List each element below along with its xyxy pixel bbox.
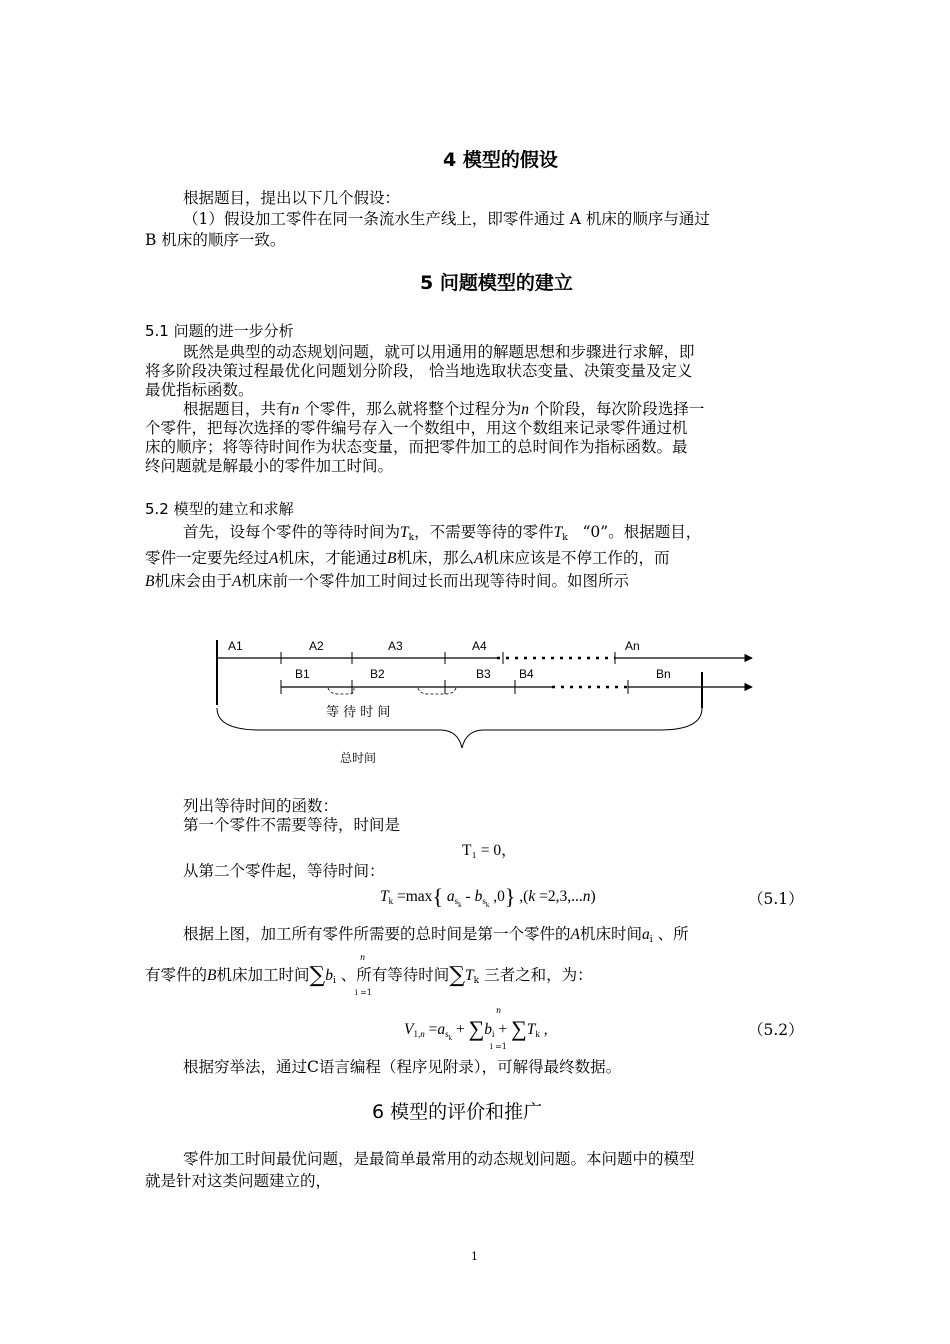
- total-time-brace: [217, 708, 702, 748]
- after-p1: 根据上图，加工所有零件所需要的总时间是第一个零件的A机床时间$a_i$ 、所: [183, 925, 689, 945]
- sum-upper-n: n: [360, 953, 366, 962]
- a-label-3: A3: [388, 639, 403, 653]
- s52-line1: 首先，设每个零件的等待时间为$T_k$，不需要等待的零件$T_k$ “0”。根据题目，: [183, 523, 702, 543]
- b-label-n: Bn: [656, 667, 671, 681]
- subsection-5-1-heading: 5.1 问题的进一步分析: [145, 322, 294, 340]
- a-label-1: A1: [228, 639, 243, 653]
- section-6-title: 6 模型的评价和推广: [372, 1101, 543, 1123]
- equation-5-2-number: （5.2）: [748, 1021, 804, 1039]
- b-label-4: B4: [519, 667, 534, 681]
- b-label-1: B1: [295, 667, 310, 681]
- a-label-n: An: [625, 639, 640, 653]
- s52-line2: 零件一定要先经过A机床，才能通过B机床，那么A机床应该是不停工作的，而: [145, 549, 670, 567]
- equation-5-1-number: （5.1）: [748, 890, 804, 908]
- s51-p2-line4: 终问题就是解最小的零件加工时间。: [145, 457, 394, 475]
- section-5-title: 5 问题模型的建立: [420, 272, 573, 294]
- equation-t1: T₁ = 0，: [462, 842, 517, 859]
- page-number: 1: [471, 1250, 478, 1263]
- s4-assumption-1-cont: B 机床的顺序一致。: [145, 231, 286, 249]
- sum-lower-i-2: i =1: [490, 1042, 507, 1051]
- s51-p2-line2: 个零件，把每次选择的零件编号存入一个数组中，用这个数组来记录零件通过机: [145, 419, 688, 437]
- a-label-2: A2: [309, 639, 324, 653]
- equation-5-2: $V_{1,n} =a_{s_k} + \sum b_i + \sum T_k$ ,: [404, 1016, 548, 1042]
- after-last: 根据穷举法，通过C语言编程（程序见附录），可解得最终数据。: [183, 1058, 622, 1076]
- after-l1: 列出等待时间的函数：: [183, 797, 339, 815]
- section-4-title: 4 模型的假设: [443, 149, 558, 171]
- after-l3: 从第二个零件起，等待时间：: [183, 862, 385, 880]
- b-label-2: B2: [370, 667, 385, 681]
- after-p2: 有零件的B机床加工时间$\sum b_i$ 、所有等待时间$\sum T_k$ 三者之和，为：: [145, 963, 593, 988]
- s6-line1: 零件加工时间最优问题，是最简单最常用的动态规划问题。本问题中的模型: [183, 1150, 695, 1168]
- sum-lower-i: i =1: [355, 988, 372, 997]
- wait-label: 等 待 时 间: [326, 705, 391, 720]
- s6-line2: 就是针对这类问题建立的，: [145, 1172, 332, 1190]
- wait-bracket-1: [328, 688, 354, 694]
- a-label-4: A4: [472, 639, 487, 653]
- total-time-label: 总时间: [340, 751, 377, 765]
- wait-bracket-2: [418, 688, 456, 694]
- s4-intro: 根据题目，提出以下几个假设：: [183, 189, 401, 207]
- s51-p2-line1: 根据题目，共有n 个零件，那么就将整个过程分为n 个阶段，每次阶段选择一: [183, 400, 705, 418]
- s51-p1-line3: 最优指标函数。: [145, 381, 254, 399]
- equation-5-1: $T_k =\max${ $a_{s_k} - b_{s_k}$ ,0} ,(k =2,3,...n): [380, 884, 596, 909]
- s51-p1-line2: 将多阶段决策过程最优化问题划分阶段， 恰当地选取状态变量、决策变量及定义: [145, 362, 693, 380]
- s51-p2-line3: 床的顺序；将等待时间作为状态变量，而把零件加工的总时间作为指标函数。最: [145, 438, 688, 456]
- subsection-5-2-heading: 5.2 模型的建立和求解: [145, 500, 294, 518]
- sum-upper-n-2: n: [496, 1006, 502, 1015]
- s4-assumption-1: （1）假设加工零件在同一条流水生产线上，即零件通过 A 机床的顺序与通过: [183, 210, 710, 228]
- gantt-diagram: [200, 630, 770, 770]
- b-label-3: B3: [476, 667, 491, 681]
- s52-line3: B机床会由于A机床前一个零件加工时间过长而出现等待时间。如图所示: [145, 572, 629, 590]
- after-l2: 第一个零件不需要等待，时间是: [183, 816, 401, 834]
- s51-p1-line1: 既然是典型的动态规划问题，就可以用通用的解题思想和步骤进行求解，即: [183, 343, 695, 361]
